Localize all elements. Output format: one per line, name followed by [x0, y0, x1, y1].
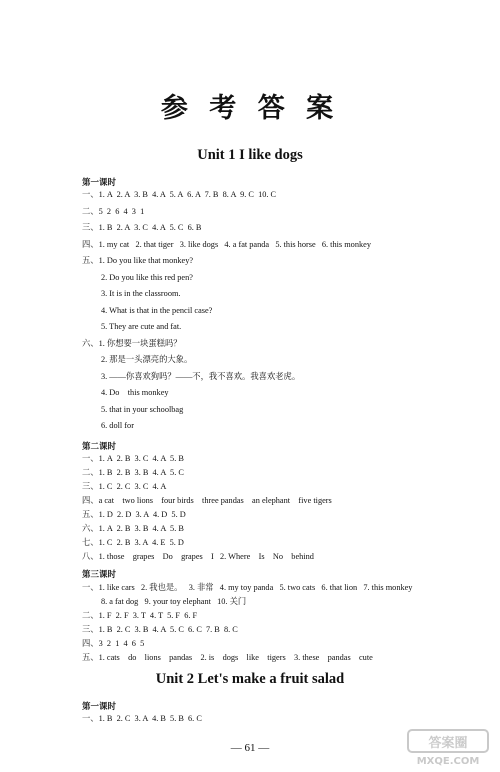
svg-text:MXQE.COM: MXQE.COM — [416, 756, 480, 767]
answer-line: 一、1. B 2. C 3. A 4. B 5. B 6. C — [82, 714, 202, 723]
lesson-label: 第二课时 — [82, 442, 117, 452]
answer-line: 3. It is in the classroom. — [101, 289, 181, 298]
unit1-heading: Unit 1 I like dogs — [197, 147, 303, 163]
answer-line: 一、1. A 2. B 3. C 4. A 5. B — [82, 454, 184, 463]
answer-line: 四、1. my cat 2. that tiger 3. like dogs 4. a fat panda 5. this horse 6. this monkey — [82, 239, 371, 249]
watermark-logo — [406, 728, 492, 768]
page-number: — 61 — — [230, 742, 270, 754]
answer-line: 5. that in your schoolbag — [101, 404, 184, 414]
answer-line: 3. ——你喜欢狗吗？——不，我不喜欢。我喜欢老虎。 — [101, 371, 301, 381]
answer-line: 四、3 2 1 4 6 5 — [82, 639, 145, 648]
answer-line: 二、5 2 6 4 3 1 — [82, 206, 145, 216]
lesson-label: 第一课时 — [82, 178, 117, 188]
answer-line: 8. a fat dog 9. your toy elephant 10. 关门 — [101, 597, 247, 606]
answer-line: 6. doll for — [101, 421, 134, 430]
answer-line: 五、1. cats do lions pandas 2. is dogs like tigers 3. these pandas cute — [82, 653, 373, 662]
answer-line: 六、1. 你想要一块蛋糕吗？ — [82, 338, 182, 348]
watermark-icon — [406, 728, 492, 768]
answer-line: 五、1. Do you like that monkey? — [82, 256, 194, 265]
answer-line: 三、1. C 2. C 3. C 4. A — [82, 482, 167, 491]
answer-line: 2. 那是一头漂亮的大象。 — [101, 355, 193, 364]
answer-line: 六、1. A 2. B 3. B 4. A 5. B — [82, 524, 184, 533]
answer-line: 5. They are cute and fat. — [101, 322, 182, 331]
answer-line: 五、1. D 2. D 3. A 4. D 5. D — [82, 510, 186, 519]
answer-line: 2. Do you like this red pen? — [101, 272, 193, 282]
svg-text:答案圈: 答案圈 — [428, 736, 468, 751]
answer-line: 四、a cat two lions four birds three pandas an elephant five tigers — [82, 496, 332, 505]
answer-line: 三、1. B 2. C 3. B 4. A 5. C 6. C 7. B 8. C — [82, 625, 238, 634]
page-title: 参 考 答 案 — [160, 93, 340, 124]
answer-line: 4. Do this monkey — [101, 388, 169, 397]
lesson-label: 第三课时 — [82, 570, 117, 580]
answer-line: 七、1. C 2. B 3. A 4. E 5. D — [82, 538, 184, 547]
answer-line: 二、1. F 2. F 3. T 4. T 5. F 6. F — [82, 611, 198, 620]
answer-line: 二、1. B 2. B 3. B 4. A 5. C — [82, 468, 184, 477]
answer-line: 一、1. A 2. A 3. B 4. A 5. A 6. A 7. B 8. A 9. C 10. C — [82, 190, 277, 199]
unit2-heading: Unit 2 Let's make a fruit salad — [155, 671, 345, 687]
answer-line: 三、1. B 2. A 3. C 4. A 5. C 6. B — [82, 223, 202, 232]
answer-line: 八、1. those grapes Do grapes I 2. Where Is No behind — [82, 552, 314, 561]
answer-line: 一、1. like cars 2. 我也是。 3. 非常 4. my toy panda 5. two cats 6. that lion 7. this monkey — [82, 583, 413, 592]
lesson-label: 第一课时 — [82, 702, 117, 712]
answer-line: 4. What is that in the pencil case? — [101, 305, 213, 315]
